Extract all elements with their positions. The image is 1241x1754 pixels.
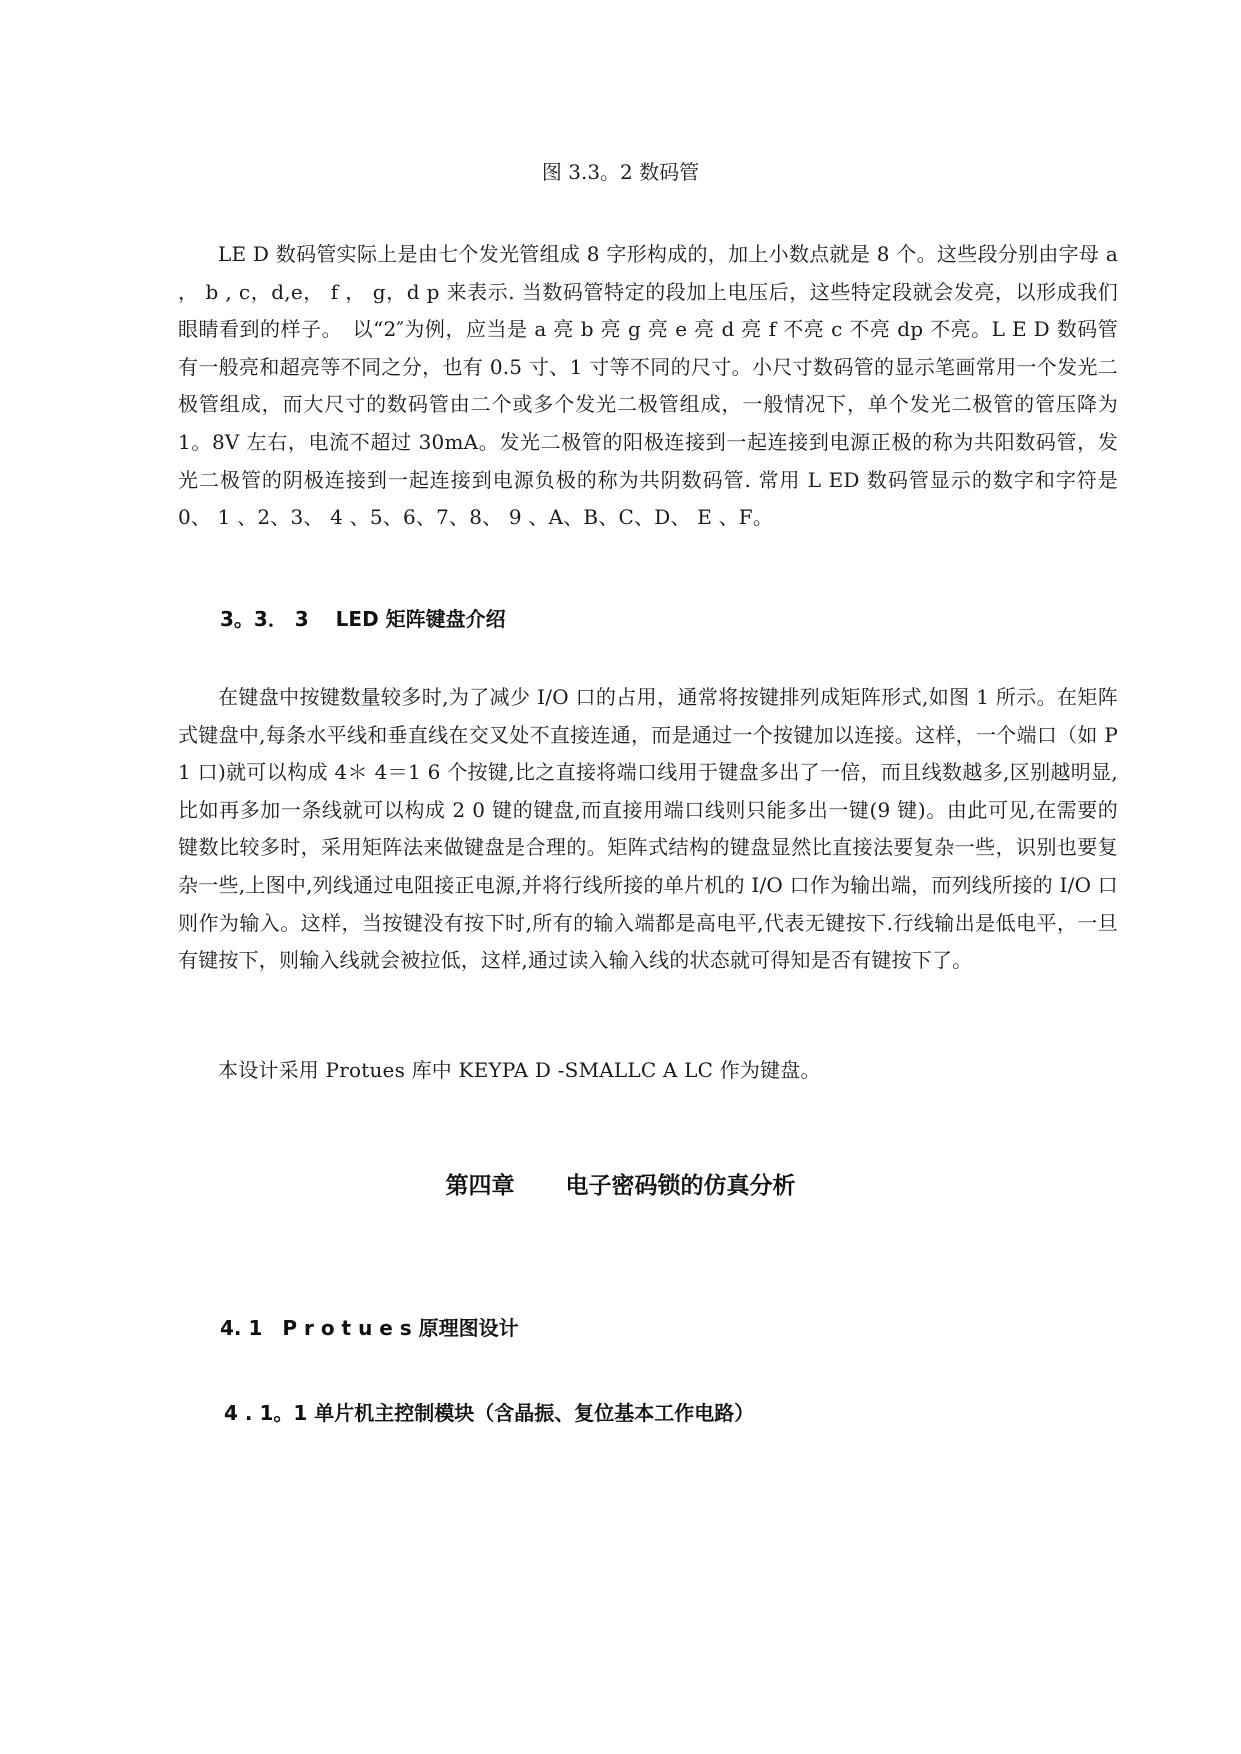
figure-caption: 图 3.3。2 数码管: [541, 160, 700, 184]
chapter-heading: 第四章 电子密码锁的仿真分析: [445, 1173, 796, 1199]
paragraph-led-display: LE D 数码管实际上是由七个发光管组成 8 字形构成的，加上小数点就是 8 个。这些段分别由字母 a ， b , c，d,e， f ， g，d p 来表示. 当数码管特定的段加上电压后，这些特定段就会发亮，以形成我们眼睛看到的样子。 以“2″为例，应当是 a 亮 b 亮 g 亮 e 亮 d 亮 f 不亮 c 不亮 dp 不亮。L E D 数码管有一般亮和超亮等不同之分，也有 0.5 寸、1 寸等不同的尺寸。小尺寸数码管的显示笔画常用一个发光二极管组成，而大尺寸的数码管由二个或多个发光二极管组成，一般情况下，单个发光二极管的管压降为 1。8V 左右，电流不超过 30mA。发光二极管的阳极连接到一起连接到电源正极的称为共阳数码管，发光二极管的阴极连接到一起连接到电源负极的称为共阴数码管. 常用 L ED 数码管显示的数字和字符是 0、 1 、2、3、 4 、5、6、7、8、 9 、A、B、C、D、 E 、F。: [178, 242, 1118, 530]
section-heading-4-1: 4. 1 P r o t u e s 原理图设计: [220, 1316, 519, 1340]
paragraph-matrix-keyboard: 在键盘中按键数量较多时,为了减少 I/O 口的占用，通常将按键排列成矩阵形式,如图 1 所示。在矩阵式键盘中,每条水平线和垂直线在交叉处不直接连通，而是通过一个按键加以连接。这样，一个端口（如 P 1 口)就可以构成 4＊ 4＝1 6 个按键,比之直接将端口线用于键盘多出了一倍，而且线数越多,区别越明显,比如再多加一条线就可以构成 2 0 键的键盘,而直接用端口线则只能多出一键(9 键)。由此可见,在需要的键数比较多时，采用矩阵法来做键盘是合理的。矩阵式结构的键盘显然比直接法要复杂一些，识别也要复杂一些,上图中,列线通过电阻接正电源,并将行线所接的单片机的 I/O 口作为输出端，而列线所接的 I/O 口则作为输入。这样，当按键没有按下时,所有的输入端都是高电平,代表无键按下.行线输出是低电平，一旦有键按下，则输入线就会被拉低，这样,通过读入输入线的状态就可得知是否有键按下了。: [178, 685, 1118, 973]
section-heading-3-3-3: 3。3． 3 LED 矩阵键盘介绍: [220, 607, 506, 631]
paragraph-design-note: 本设计采用 Protues 库中 KEYPA D -SMALLC A LC 作为键盘。: [218, 1058, 821, 1082]
section-heading-4-1-1: 4 . 1。1 单片机主控制模块（含晶振、复位基本工作电路）: [224, 1401, 755, 1425]
